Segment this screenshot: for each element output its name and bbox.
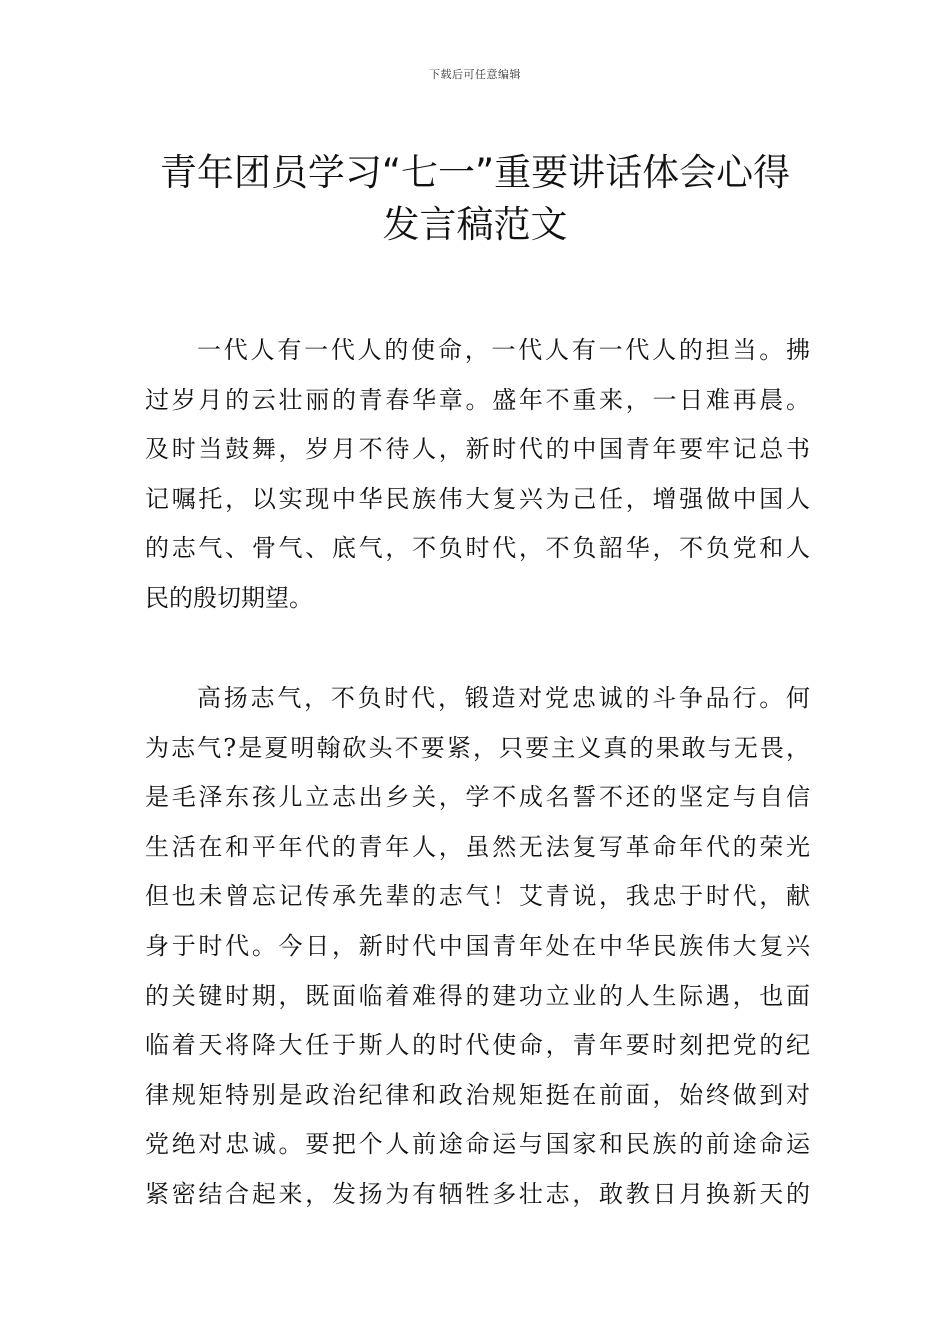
text-line: 生活在和平年代的青年人，虽然无法复写革命年代的荣光 (145, 832, 810, 861)
text-line: 记嘱托，以实现中华民族伟大复兴为己任，增强做中国人 (145, 484, 810, 513)
header-note: 下载后可任意编辑 (429, 68, 521, 81)
paragraph-2 (145, 674, 810, 1220)
text-line: 党绝对忠诚。要把个人前途命运与国家和民族的前途命运 (145, 1130, 810, 1159)
text-line: 是毛泽东孩儿立志出乡关，学不成名誓不还的坚定与自信 (145, 783, 810, 812)
text-line: 临着天将降大任于斯人的时代使命，青年要时刻把党的纪 (145, 1031, 810, 1060)
text-line: 民的殷切期望。 (145, 583, 313, 612)
text-line: 律规矩特别是政治纪律和政治规矩挺在前面，始终做到对 (145, 1080, 810, 1109)
paragraph-1 (145, 326, 810, 624)
document-title (100, 147, 850, 251)
title-line: 发言稿范文 (382, 202, 568, 246)
text-line: 的关键时期，既面临着难得的建功立业的人生际遇，也面 (145, 981, 810, 1010)
text-line: 一代人有一代人的使命，一代人有一代人的担当。拂 (197, 336, 810, 364)
text-line: 过岁月的云壮丽的青春华章。盛年不重来，一日难再晨。 (145, 385, 810, 414)
text-line: 及时当鼓舞，岁月不待人，新时代的中国青年要牢记总书 (145, 435, 810, 464)
text-line: 的志气、骨气、底气，不负时代，不负韶华，不负党和人 (145, 534, 810, 563)
text-line: 高扬志气，不负时代，锻造对党忠诚的斗争品行。何 (197, 684, 810, 712)
text-line: 为志气?是夏明翰砍头不要紧，只要主义真的果敢与无畏， (145, 733, 810, 762)
title-line: 青年团员学习“七一”重要讲话体会心得 (159, 150, 791, 194)
text-line: 紧密结合起来，发扬为有牺牲多壮志，敢教日月换新天的 (145, 1179, 810, 1208)
text-line: 但也未曾忘记传承先辈的志气！艾青说，我忠于时代，献 (145, 882, 810, 911)
text-line: 身于时代。今日，新时代中国青年处在中华民族伟大复兴 (145, 931, 810, 960)
